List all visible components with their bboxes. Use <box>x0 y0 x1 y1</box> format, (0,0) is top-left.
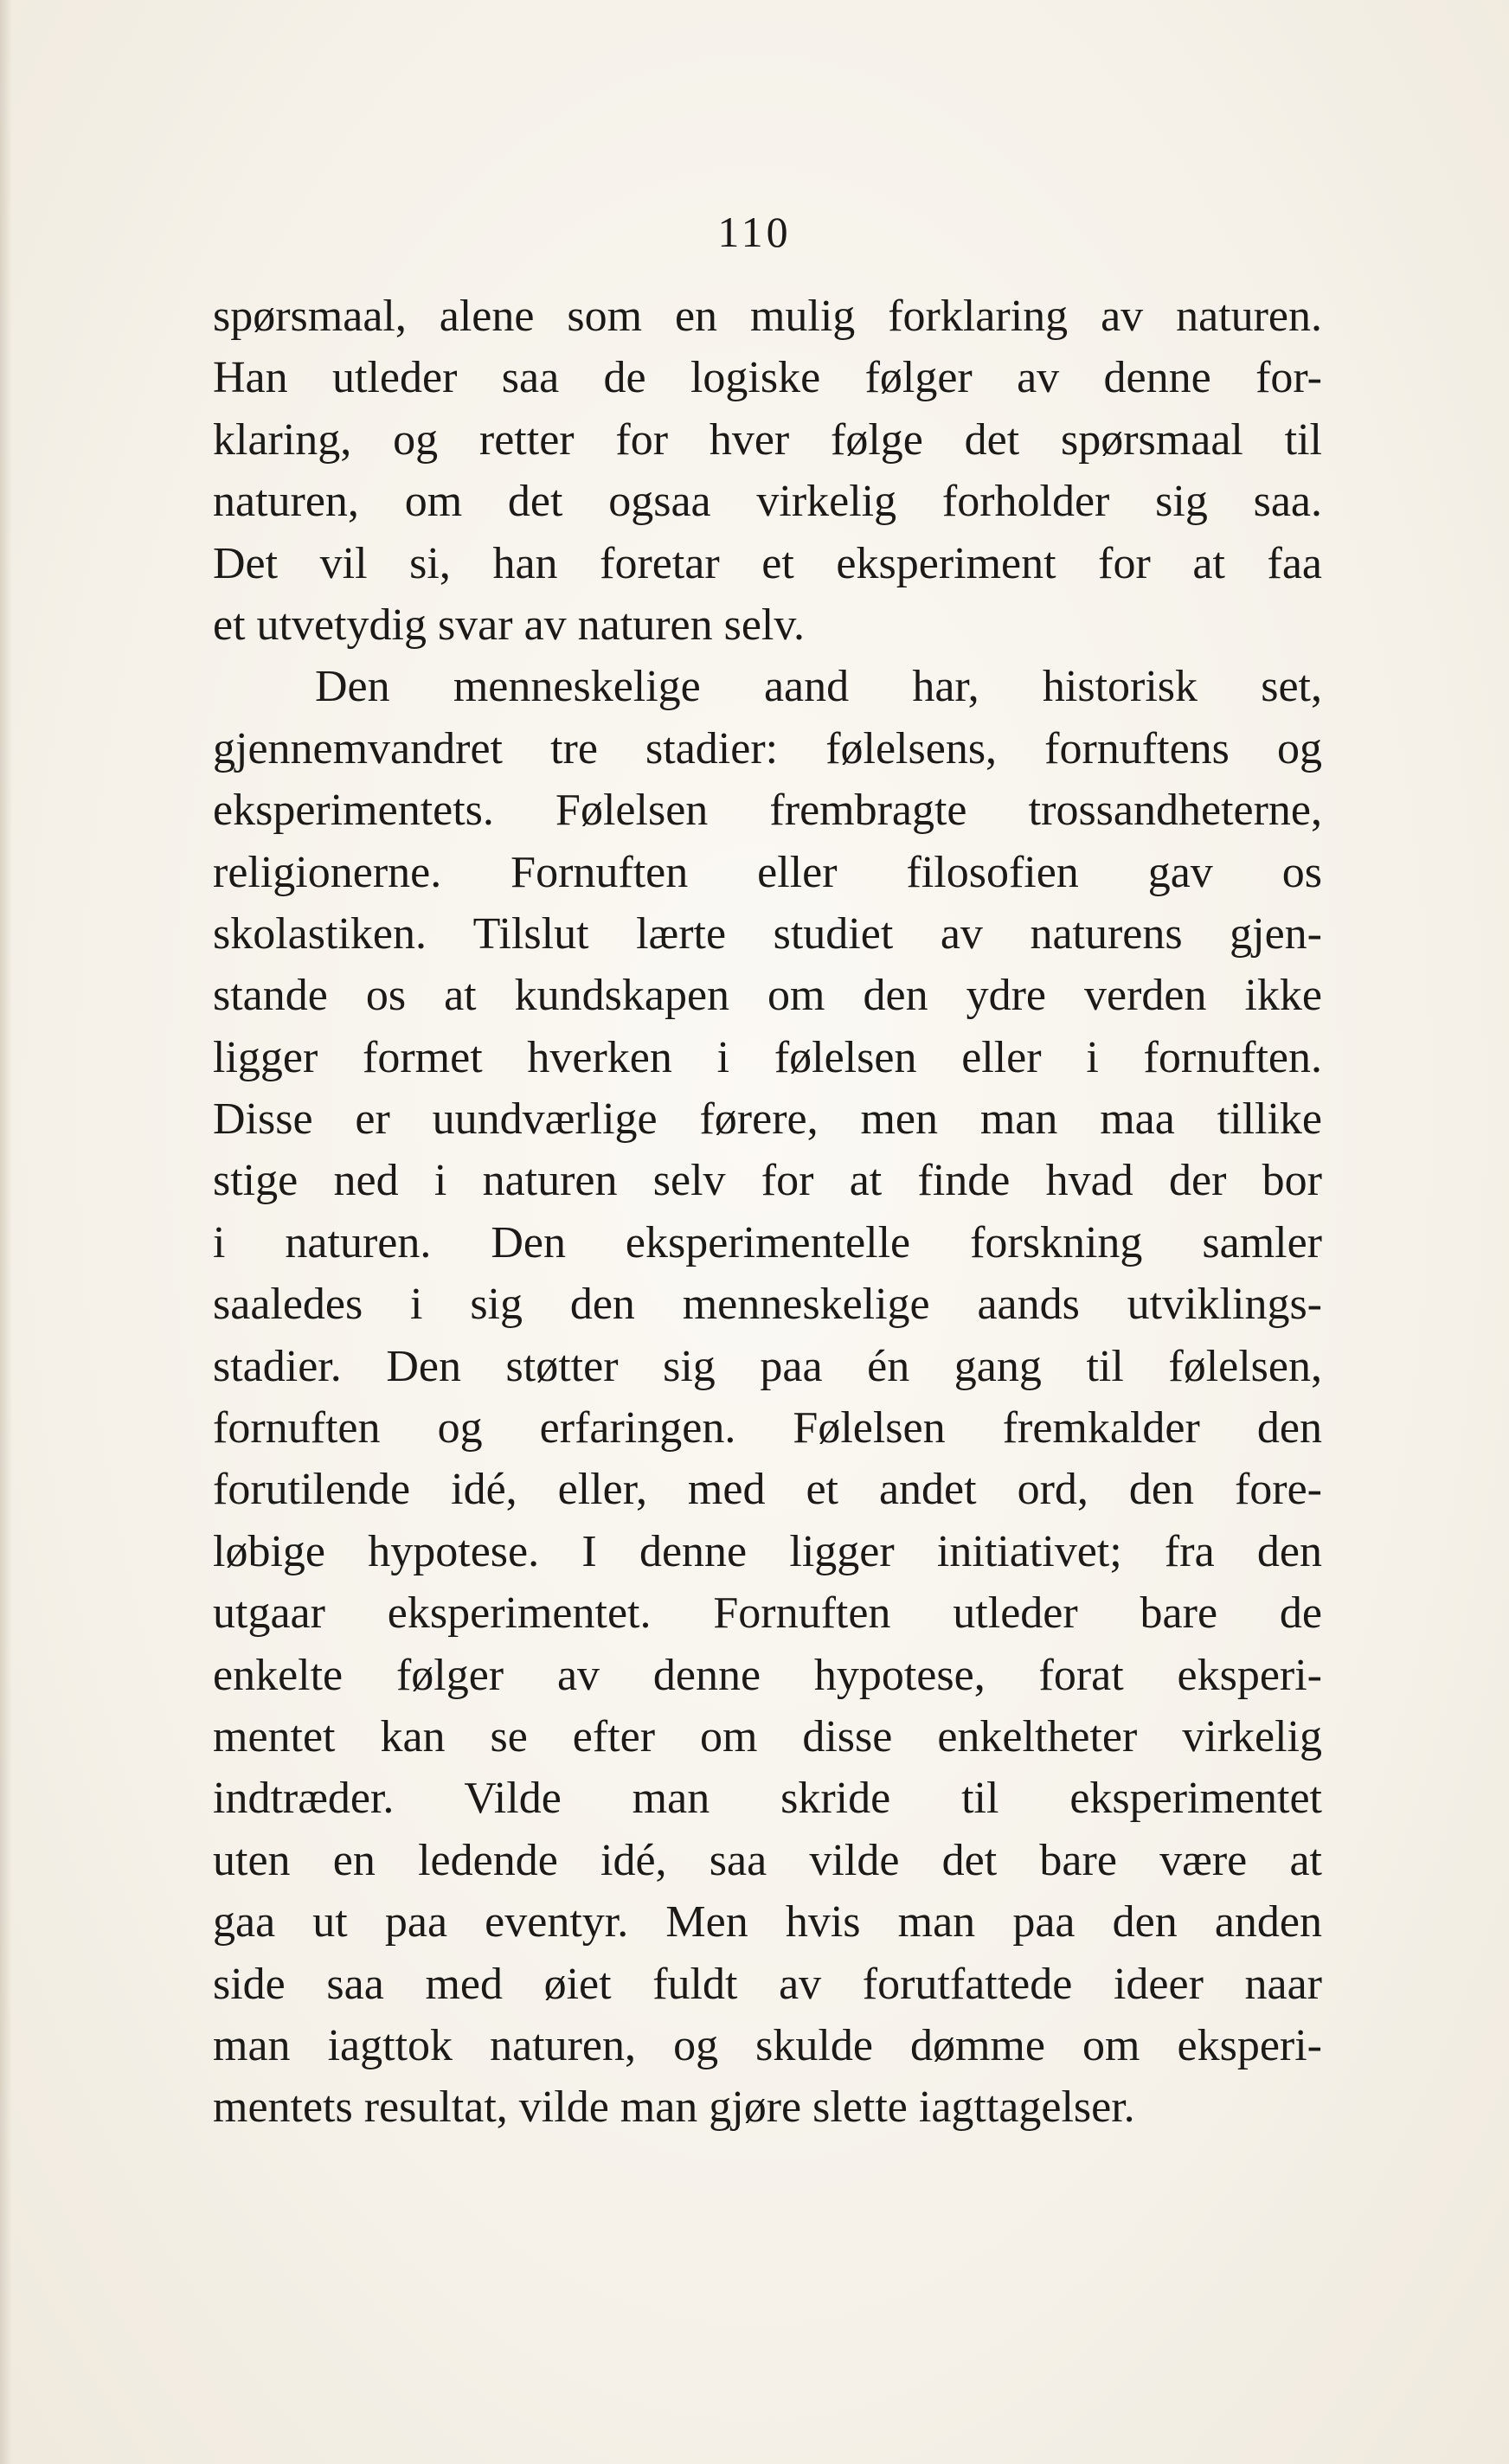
text-line: fornuften og erfaringen. Følelsen fremkalder den <box>213 1403 1322 1453</box>
text-line: klaring, og retter for hver følge det spørsmaal til <box>213 414 1322 465</box>
text-line: stande os at kundskapen om den ydre verden ikke <box>213 971 1322 1021</box>
text-line: spørsmaal, alene som en mulig forklaring av naturen. <box>213 292 1322 341</box>
text-line: stige ned i naturen selv for at finde hvad der bor <box>213 1156 1322 1206</box>
text-line: stadier. Den støtter sig paa én gang til følelsen, <box>213 1341 1322 1391</box>
text-line: side saa med øiet fuldt av forutfattede ideer naar <box>213 1959 1322 2009</box>
text-line: utgaar eksperimentet. Fornuften utleder bare de <box>213 1588 1322 1639</box>
text-line: eksperimentets. Følelsen frembragte trossandheterne, <box>213 786 1322 836</box>
text-line: løbige hypotese. I denne ligger initiativet; fra den <box>213 1526 1322 1576</box>
text-line: ligger formet hverken i følelsen eller i fornuften. <box>213 1032 1322 1082</box>
text-line: gaa ut paa eventyr. Men hvis man paa den anden <box>213 1897 1322 1947</box>
text-line: uten en ledende idé, saa vilde det bare være at <box>213 1835 1322 1885</box>
text-line: indtræder. Vilde man skride til eksperimentet <box>213 1774 1322 1824</box>
page-edge-shadow <box>0 0 12 2464</box>
text-line: man iagttok naturen, og skulde dømme om eksperi- <box>213 2020 1322 2070</box>
text-line: saaledes i sig den menneskelige aands utviklings- <box>213 1280 1322 1330</box>
page-number: 110 <box>717 208 792 256</box>
body-text <box>213 286 1322 2139</box>
text-line: skolastiken. Tilslut lærte studiet av naturens gjen- <box>213 908 1322 959</box>
text-line: mentets resultat, vilde man gjøre slette iagttagelser. <box>213 2082 1135 2133</box>
text-line: forutilende idé, eller, med et andet ord, den fore- <box>213 1465 1322 1515</box>
text-line: gjennemvandret tre stadier: følelsens, fornuftens og <box>213 723 1322 773</box>
text-line: et utvetydig svar av naturen selv. <box>213 600 805 650</box>
text-line: enkelte følger av denne hypotese, forat eksperi- <box>213 1650 1322 1700</box>
text-line: Det vil si, han foretar et eksperiment for at faa <box>213 538 1322 588</box>
text-line: i naturen. Den eksperimentelle forskning samler <box>213 1217 1322 1267</box>
text-line: naturen, om det ogsaa virkelig forholder sig saa. <box>213 477 1322 527</box>
text-line: Han utleder saa de logiske følger av denne for- <box>213 353 1322 403</box>
text-line: Disse er uundværlige førere, men man maa tillike <box>213 1094 1322 1145</box>
text-line: religionerne. Fornuften eller filosofien gav os <box>213 847 1322 897</box>
text-line: mentet kan se efter om disse enkeltheter virkelig <box>213 1711 1322 1761</box>
paragraph-first-line: Den menneskelige aand har, historisk set, <box>315 662 1322 712</box>
